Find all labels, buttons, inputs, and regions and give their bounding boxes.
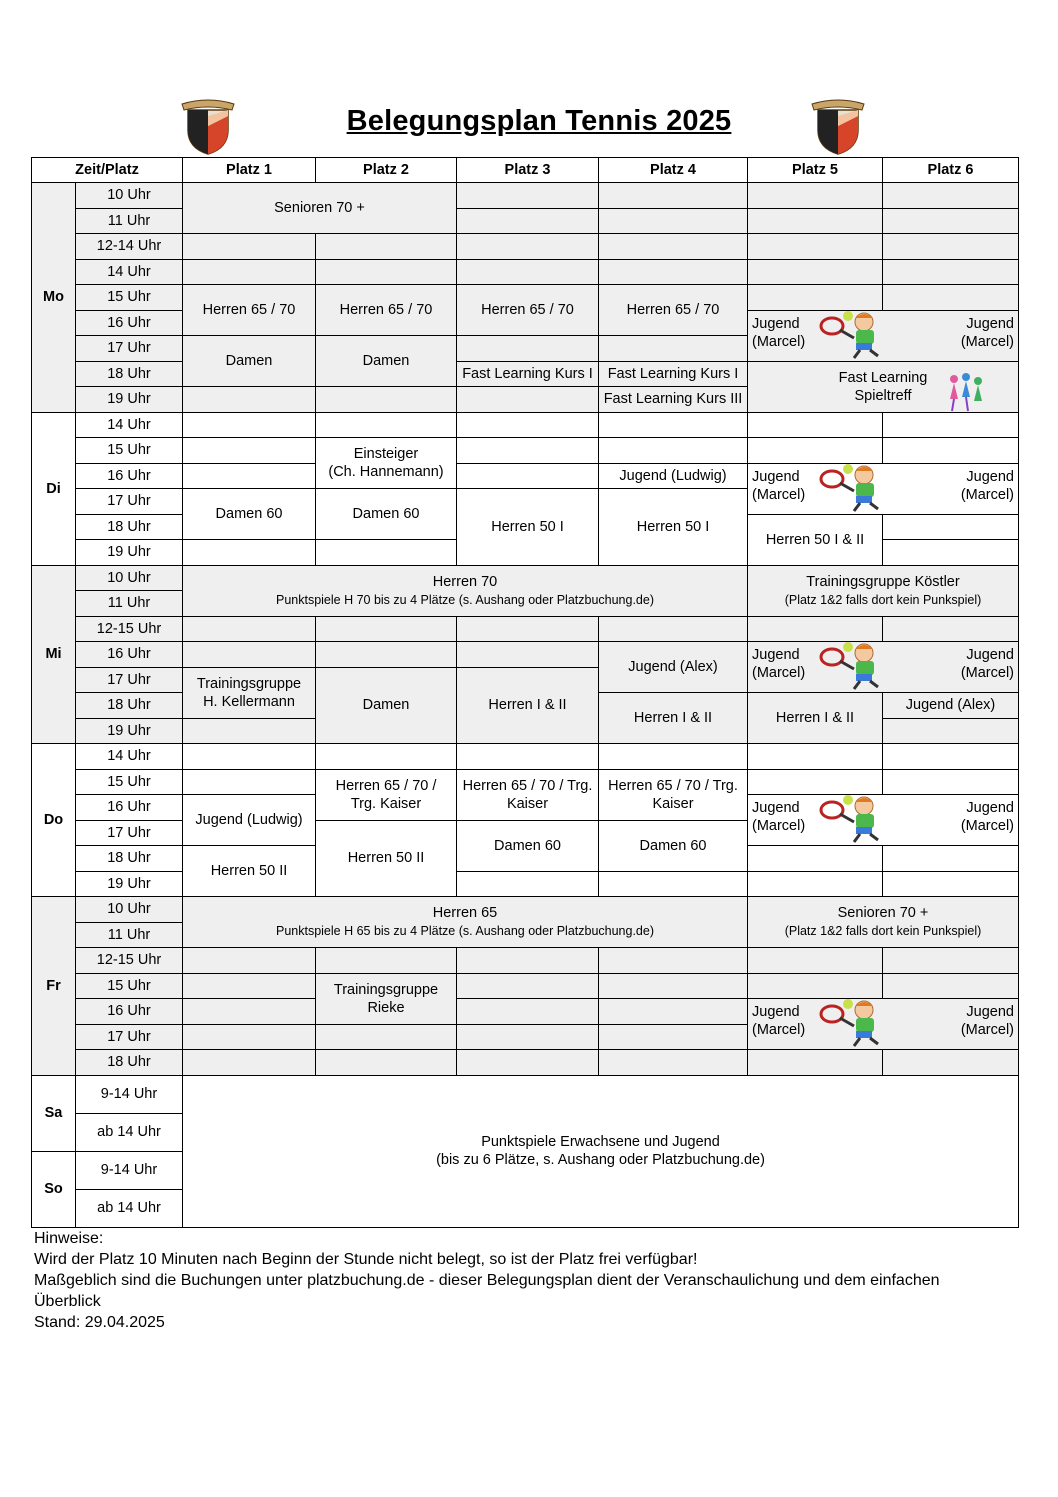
- booking-label: (Marcel): [960, 665, 1014, 681]
- time-cell: 16 Uhr: [76, 999, 183, 1025]
- booking-label: Jugend: [752, 647, 800, 663]
- empty-cell: [599, 336, 748, 362]
- jugend-marcel-cell: [748, 999, 1019, 1050]
- booking-note: Punktspiele H 65 bis zu 4 Plätze (s. Aushang oder Platzbuchung.de): [275, 924, 654, 938]
- time-cell: 19 Uhr: [76, 540, 183, 566]
- time-cell: 19 Uhr: [76, 387, 183, 413]
- jugend-marcel-cell: [748, 463, 1019, 514]
- booking-cell: [316, 438, 457, 489]
- booking-cell: Fast Learning Kurs I: [599, 361, 748, 387]
- notes-line: Überblick: [34, 1293, 101, 1310]
- booking-label: Trg. Kaiser: [350, 795, 422, 812]
- booking-label: (Marcel): [752, 1022, 806, 1038]
- time-cell: 17 Uhr: [76, 667, 183, 693]
- time-cell: 17 Uhr: [76, 1024, 183, 1050]
- day-label: Mo: [32, 183, 76, 413]
- time-cell: 15 Uhr: [76, 438, 183, 464]
- booking-label: Spieltreff: [854, 387, 912, 404]
- time-cell: 17 Uhr: [76, 489, 183, 515]
- empty-cell: [316, 387, 457, 413]
- header-zeit-platz: Zeit/Platz: [32, 158, 183, 183]
- header-platz-3: Platz 3: [457, 158, 599, 183]
- empty-cell: [599, 183, 748, 209]
- time-cell: ab 14 Uhr: [76, 1189, 183, 1227]
- time-cell: 19 Uhr: [76, 871, 183, 897]
- booking-cell: Herren 65 / 70: [599, 285, 748, 336]
- header-platz-1: Platz 1: [183, 158, 316, 183]
- empty-cell: [457, 208, 599, 234]
- booking-cell: Herren 65 / 70: [457, 285, 599, 336]
- day-label: So: [32, 1151, 76, 1227]
- booking-label: Kaiser: [652, 795, 694, 812]
- time-cell: 16 Uhr: [76, 795, 183, 821]
- empty-cell: [183, 259, 316, 285]
- time-cell: 12-15 Uhr: [76, 616, 183, 642]
- booking-cell: [183, 565, 748, 616]
- empty-cell: [748, 208, 883, 234]
- schedule-table: [31, 157, 1019, 1228]
- booking-cell: Jugend (Ludwig): [599, 463, 748, 489]
- booking-label: (Marcel): [960, 818, 1014, 834]
- booking-label: Punktspiele Erwachsene und Jugend: [481, 1134, 720, 1150]
- jugend-marcel-cell: [748, 642, 1019, 693]
- booking-note: (Platz 1&2 falls dort kein Punkspiel): [784, 592, 982, 607]
- booking-cell: [599, 769, 748, 820]
- booking-cell: Fast Learning Kurs I: [457, 361, 599, 387]
- time-cell: ab 14 Uhr: [76, 1113, 183, 1151]
- booking-label: (Marcel): [752, 818, 806, 834]
- weekend-cell: [183, 1075, 1019, 1227]
- booking-label: Trainingsgruppe Köstler: [806, 573, 960, 590]
- booking-cell: Damen 60: [316, 489, 457, 540]
- time-cell: 18 Uhr: [76, 1050, 183, 1076]
- time-cell: 18 Uhr: [76, 693, 183, 719]
- page-title: Belegungsplan Tennis 2025: [346, 105, 732, 137]
- booking-cell: Damen 60: [183, 489, 316, 540]
- booking-cell: [748, 565, 1019, 616]
- time-cell: 14 Uhr: [76, 412, 183, 438]
- empty-cell: [883, 234, 1019, 260]
- time-cell: 12-15 Uhr: [76, 948, 183, 974]
- time-cell: 15 Uhr: [76, 973, 183, 999]
- booking-label: Herren 65 / 70 / Trg.: [608, 777, 738, 794]
- booking-label: Trainingsgruppe: [196, 675, 302, 692]
- time-cell: 12-14 Uhr: [76, 234, 183, 260]
- tennis-kid-icon: [818, 795, 898, 845]
- time-cell: 11 Uhr: [76, 208, 183, 234]
- booking-label: Herren 65 / 70 /: [335, 777, 437, 794]
- tennis-kid-icon: [818, 310, 898, 360]
- time-cell: 9-14 Uhr: [76, 1151, 183, 1189]
- time-cell: 10 Uhr: [76, 183, 183, 209]
- time-cell: 19 Uhr: [76, 718, 183, 744]
- booking-label: Herren 70: [432, 573, 498, 590]
- empty-cell: [748, 183, 883, 209]
- booking-label: Senioren 70 +: [837, 905, 929, 921]
- booking-label: Einsteiger: [353, 446, 419, 462]
- booking-label: (Marcel): [752, 333, 806, 350]
- booking-label: (Marcel): [960, 1022, 1014, 1038]
- time-cell: 15 Uhr: [76, 769, 183, 795]
- booking-cell: Herren 50 II: [316, 820, 457, 897]
- booking-cell: Senioren 70 +: [183, 183, 457, 234]
- time-cell: 17 Uhr: [76, 336, 183, 362]
- booking-label: Jugend: [752, 468, 800, 485]
- booking-cell: [316, 769, 457, 820]
- time-cell: 9-14 Uhr: [76, 1075, 183, 1113]
- time-cell: 10 Uhr: [76, 565, 183, 591]
- empty-cell: [748, 285, 883, 311]
- empty-cell: [883, 208, 1019, 234]
- header-platz-6: Platz 6: [883, 158, 1019, 183]
- time-cell: 15 Uhr: [76, 285, 183, 311]
- booking-label: (Marcel): [752, 486, 806, 503]
- booking-cell: Damen: [183, 336, 316, 387]
- booking-label: Jugend: [752, 315, 800, 332]
- time-cell: 14 Uhr: [76, 259, 183, 285]
- jugend-marcel-cell: [748, 310, 1019, 361]
- time-cell: 16 Uhr: [76, 463, 183, 489]
- booking-label: Jugend: [966, 647, 1014, 663]
- time-cell: 18 Uhr: [76, 514, 183, 540]
- booking-note: Punktspiele H 70 bis zu 4 Plätze (s. Aushang oder Platzbuchung.de): [275, 592, 654, 607]
- booking-label: Jugend: [752, 1004, 800, 1020]
- booking-label: Jugend: [752, 800, 800, 816]
- booking-label: Jugend: [966, 800, 1014, 816]
- booking-cell: Damen: [316, 667, 457, 744]
- time-cell: 18 Uhr: [76, 361, 183, 387]
- empty-cell: [599, 208, 748, 234]
- booking-label: (Marcel): [752, 665, 806, 681]
- empty-cell: [457, 336, 599, 362]
- time-cell: 16 Uhr: [76, 310, 183, 336]
- booking-cell: Herren I & II: [748, 693, 883, 744]
- empty-cell: [316, 259, 457, 285]
- notes-heading: Hinweise:: [34, 1230, 104, 1247]
- day-label: Do: [32, 744, 76, 897]
- empty-cell: [316, 234, 457, 260]
- dancing-players-icon: [944, 371, 988, 413]
- tennis-kid-icon: [818, 999, 898, 1049]
- booking-cell: Herren 50 I: [457, 489, 599, 566]
- tennis-kid-icon: [818, 463, 898, 513]
- empty-cell: [457, 183, 599, 209]
- booking-label: Herren 65: [432, 905, 498, 921]
- booking-cell: Herren 65 / 70: [316, 285, 457, 336]
- booking-label: H. Kellermann: [203, 693, 295, 710]
- empty-cell: [883, 183, 1019, 209]
- booking-label: Jugend: [966, 315, 1014, 332]
- empty-cell: [748, 234, 883, 260]
- header-platz-4: Platz 4: [599, 158, 748, 183]
- booking-label: (Ch. Hannemann): [328, 464, 444, 480]
- day-label: Fr: [32, 897, 76, 1076]
- time-cell: 11 Uhr: [76, 591, 183, 617]
- time-cell: 11 Uhr: [76, 922, 183, 948]
- booking-cell: Herren I & II: [599, 693, 748, 744]
- empty-cell: [183, 387, 316, 413]
- stand-date: Stand: 29.04.2025: [34, 1314, 165, 1331]
- booking-cell: [748, 897, 1019, 948]
- booking-cell: Jugend (Alex): [883, 693, 1019, 719]
- booking-label: Herren 65 / 70 / Trg.: [462, 777, 593, 794]
- time-cell: 17 Uhr: [76, 820, 183, 846]
- booking-note: (Platz 1&2 falls dort kein Punkspiel): [784, 924, 982, 938]
- day-label: Sa: [32, 1075, 76, 1151]
- booking-cell: Herren 50 II: [183, 846, 316, 897]
- booking-cell: Herren I & II: [457, 667, 599, 744]
- empty-cell: [457, 259, 599, 285]
- booking-cell: Damen: [316, 336, 457, 387]
- time-cell: 18 Uhr: [76, 846, 183, 872]
- booking-label: Rieke: [367, 999, 405, 1016]
- booking-note: (bis zu 6 Plätze, s. Aushang oder Platzbuchung.de): [436, 1152, 765, 1168]
- booking-cell: [457, 769, 599, 820]
- booking-cell: Damen 60: [457, 820, 599, 871]
- empty-cell: [599, 259, 748, 285]
- empty-cell: [457, 234, 599, 260]
- empty-cell: [883, 259, 1019, 285]
- time-cell: 16 Uhr: [76, 642, 183, 668]
- booking-cell: Damen 60: [599, 820, 748, 871]
- booking-cell: [183, 667, 316, 718]
- day-label: Di: [32, 412, 76, 565]
- empty-cell: [883, 285, 1019, 311]
- booking-label: (Marcel): [960, 333, 1014, 350]
- fast-learning-cell: [748, 361, 1019, 412]
- tennis-kid-icon: [818, 642, 898, 692]
- booking-label: (Marcel): [960, 486, 1014, 503]
- booking-label: Jugend: [966, 1004, 1014, 1020]
- booking-label: Kaiser: [506, 795, 549, 812]
- empty-cell: [599, 234, 748, 260]
- day-label: Mi: [32, 565, 76, 744]
- booking-label: Fast Learning: [838, 369, 928, 386]
- booking-cell: Fast Learning Kurs III: [599, 387, 748, 413]
- booking-cell: Jugend (Ludwig): [183, 795, 316, 846]
- booking-label: Trainingsgruppe: [333, 981, 439, 998]
- booking-cell: [183, 897, 748, 948]
- booking-label: Jugend: [966, 468, 1014, 485]
- notes-line: Maßgeblich sind die Buchungen unter platzbuchung.de - dieser Belegungsplan dient der Veranschaulichung und dem einfachen: [34, 1272, 940, 1289]
- booking-cell: [316, 973, 457, 1024]
- empty-cell: [183, 234, 316, 260]
- jugend-marcel-cell: [748, 795, 1019, 846]
- time-cell: 14 Uhr: [76, 744, 183, 770]
- header-platz-2: Platz 2: [316, 158, 457, 183]
- booking-cell: Herren 50 I & II: [748, 514, 883, 565]
- notes-section: [34, 1228, 1024, 1333]
- empty-cell: [748, 259, 883, 285]
- empty-cell: [457, 387, 599, 413]
- header-platz-5: Platz 5: [748, 158, 883, 183]
- notes-line: Wird der Platz 10 Minuten nach Beginn der Stunde nicht belegt, so ist der Platz frei verfügbar!: [34, 1251, 698, 1268]
- time-cell: 10 Uhr: [76, 897, 183, 923]
- booking-cell: Herren 50 I: [599, 489, 748, 566]
- booking-cell: Jugend (Alex): [599, 642, 748, 693]
- booking-cell: Herren 65 / 70: [183, 285, 316, 336]
